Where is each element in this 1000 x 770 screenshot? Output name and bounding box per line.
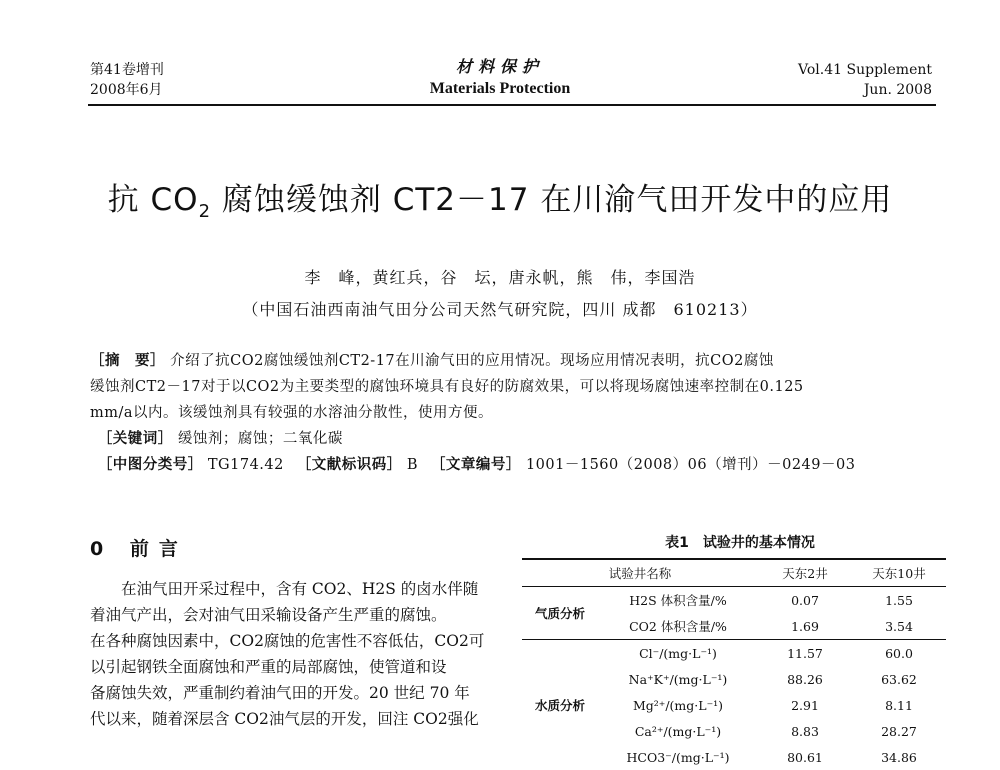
section-title: 前言 [130,538,188,560]
table-value: 28.27 [852,718,946,744]
table-param: H2S 体积含量/% [598,587,758,614]
table-header-well-10: 天东10井 [852,559,946,587]
header-volume: 第41卷增刊 [90,60,164,80]
table-value: 1.69 [758,613,852,640]
abstract-text-1: 介绍了抗CO2腐蚀缓蚀剂CT2-17在川渝气田的应用情况。现场应用情况表明，抗CO2腐蚀 [170,353,774,369]
title-pre: 抗 CO [108,182,199,218]
table-row [522,587,946,614]
table-value: 8.83 [758,718,852,744]
title-post: 腐蚀缓蚀剂 CT2－17 在川渝气田开发中的应用 [211,182,892,218]
paper-title [0,178,1000,234]
clc-label: ［中图分类号］ [105,456,203,473]
body-line: 在各种腐蚀因素中，CO2腐蚀的危害性不容低估，CO2可 [90,628,500,654]
table-header-well-2: 天东2井 [758,559,852,587]
table-value: 1.55 [852,587,946,614]
well-info-table [522,558,946,770]
doc-code: B [407,457,418,473]
table-value: 11.57 [758,640,852,667]
classification-line [90,452,936,478]
abstract-line: mm/a以内。该缓蚀剂具有较强的水溶油分散性，使用方便。 [90,400,936,426]
abstract-line: 缓蚀剂CT2－17对于以CO2为主要类型的腐蚀环境具有良好的防腐效果，可以将现场腐蚀速率控制在0.125 [90,374,936,400]
table-param: Cl⁻/(mg·L⁻¹) [598,640,758,667]
table-param: Ca²⁺/(mg·L⁻¹) [598,718,758,744]
table-param: Mg²⁺/(mg·L⁻¹) [598,692,758,718]
body-line: 在油气田开采过程中，含有 CO2、H2S 的卤水伴随 [90,576,500,602]
table-value: 88.26 [758,666,852,692]
body-line: 以引起钢铁全面腐蚀和严重的局部腐蚀，使管道和设 [90,654,500,680]
affiliation: （中国石油西南油气田分公司天然气研究院，四川 成都 610213） [0,298,1000,322]
abstract-block [90,348,936,478]
section-heading [90,534,188,561]
table-value: 80.61 [758,744,852,770]
body-line: 备腐蚀失效，严重制约着油气田的开发。20 世纪 70 年 [90,680,500,706]
abstract-line [90,348,936,374]
abstract-label: ［摘 要］ [90,352,165,369]
header-date-en: Jun. 2008 [798,80,932,100]
table-header-name: 试验井名称 [522,559,758,587]
article-number: 1001－1560（2008）06（增刊）－0249－03 [526,457,856,473]
author-list: 李 峰，黄红兵，谷 坛，唐永帆，熊 伟，李国浩 [0,266,1000,290]
header-volume-en: Vol.41 Supplement [798,60,932,80]
clc-code: TG174.42 [208,457,284,473]
header-rule [88,104,936,106]
table-caption: 表1 试验井的基本情况 [540,532,940,552]
keywords-label: ［关键词］ [105,430,173,447]
title-sub: 2 [199,201,211,222]
journal-name-en: Materials Protection [0,78,1000,100]
group-water-analysis: 水质分析 [522,640,598,770]
table-param: CO2 体积含量/% [598,613,758,640]
article-number-label: ［文章编号］ [438,456,521,473]
body-line: 代以来，随着深层含 CO2油气层的开发，回注 CO2强化 [90,706,500,732]
table-row [522,640,946,667]
table-param: HCO3⁻/(mg·L⁻¹) [598,744,758,770]
table-value: 34.86 [852,744,946,770]
body-text [90,576,500,732]
journal-name-cn: 材料保护 [0,56,1000,78]
table-header-row [522,559,946,587]
table-value: 8.11 [852,692,946,718]
section-number: 0 [90,538,113,560]
table-value: 63.62 [852,666,946,692]
group-gas-analysis: 气质分析 [522,587,598,640]
table-value: 60.0 [852,640,946,667]
keywords-line [90,426,936,452]
table-value: 3.54 [852,613,946,640]
header-volume-info-en [798,60,932,100]
table-param: Na⁺K⁺/(mg·L⁻¹) [598,666,758,692]
table-value: 0.07 [758,587,852,614]
header-date: 2008年6月 [90,80,164,100]
body-line: 着油气产出，会对油气田采输设备产生严重的腐蚀。 [90,602,500,628]
doc-code-label: ［文献标识码］ [304,456,402,473]
table-value: 2.91 [758,692,852,718]
keywords-text: 缓蚀剂；腐蚀；二氧化碳 [178,431,343,447]
